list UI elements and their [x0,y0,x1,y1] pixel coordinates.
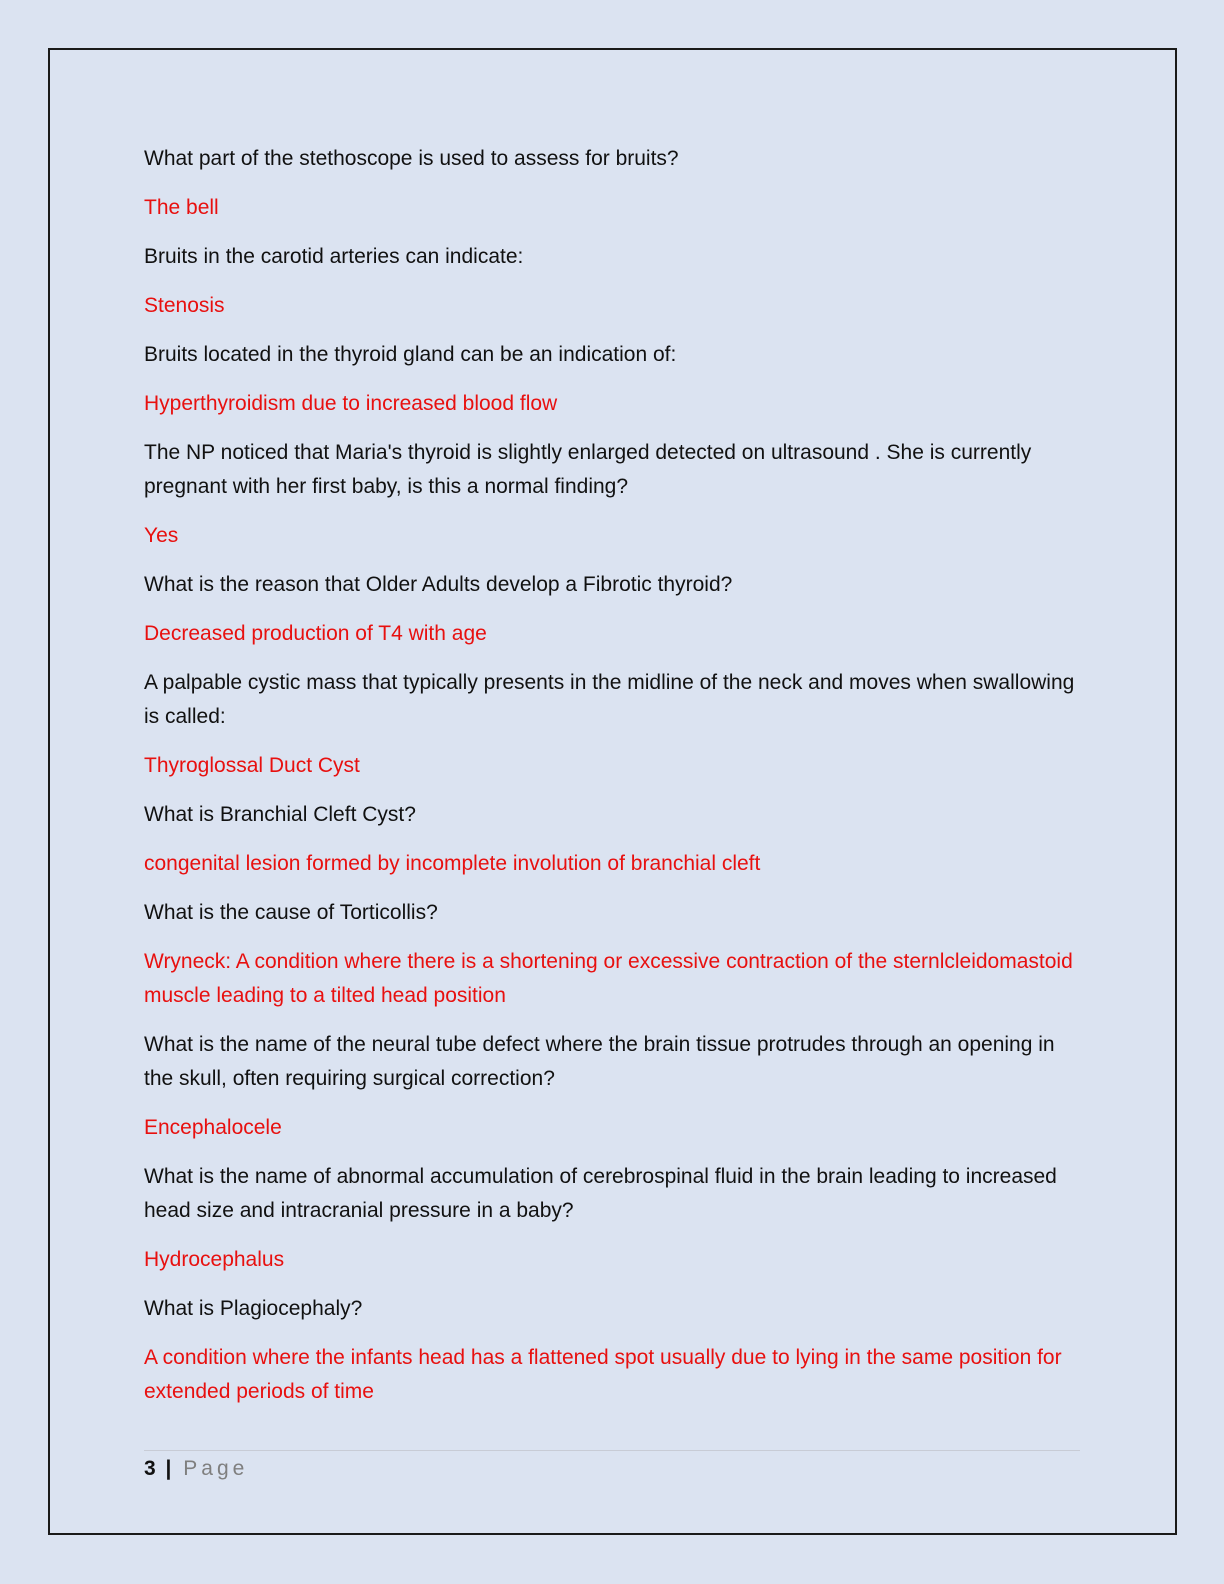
page-footer [144,1454,248,1484]
footer-separator: | [165,1457,172,1480]
question-text: What is the reason that Older Adults develop a Fibrotic thyroid? [144,573,733,596]
answer-text: The bell [144,196,219,219]
answer-text: Thyroglossal Duct Cyst [144,754,360,777]
answer-text: Hydrocephalus [144,1248,285,1271]
answer-text: Decreased production of T4 with age [144,622,487,645]
answer-text: Hyperthyroidism due to increased blood flow [144,392,558,415]
answer-text: congenital lesion formed by incomplete involution of branchial cleft [144,852,761,875]
question-text: Bruits located in the thyroid gland can be an indication of: [144,343,677,366]
question-text: A palpable cystic mass that typically presents in the midline of the neck and moves when swallowing is called: [144,671,1075,728]
question-text: What part of the stethoscope is used to assess for bruits? [144,147,679,170]
answer-text: Stenosis [144,294,225,317]
page-number: 3 [144,1457,156,1480]
question-text: What is Plagiocephaly? [144,1297,363,1320]
answer-text: Yes [144,524,179,547]
question-text: What is Branchial Cleft Cyst? [144,803,416,826]
question-text: What is the name of the neural tube defect where the brain tissue protrudes through an opening in the skull, often requiring surgical correction? [144,1033,1055,1090]
document-body [144,142,1080,1424]
question-text: The NP noticed that Maria's thyroid is slightly enlarged detected on ultrasound . She is currently pregnant with her first baby, is this a normal finding? [144,441,1032,498]
question-text: What is the cause of Torticollis? [144,901,438,924]
answer-text: A condition where the infants head has a flattened spot usually due to lying in the same position for extended periods of time [144,1346,1062,1403]
question-text: What is the name of abnormal accumulation of cerebrospinal fluid in the brain leading to increased head size and intracranial pressure in a baby? [144,1165,1057,1222]
footer-divider [144,1450,1080,1451]
answer-text: Wryneck: A condition where there is a shortening or excessive contraction of the sternlcleidomastoid muscle leading to a tilted head position [144,950,1073,1007]
answer-text: Encephalocele [144,1116,282,1139]
page-label: Page [183,1457,249,1480]
question-text: Bruits in the carotid arteries can indicate: [144,245,524,268]
